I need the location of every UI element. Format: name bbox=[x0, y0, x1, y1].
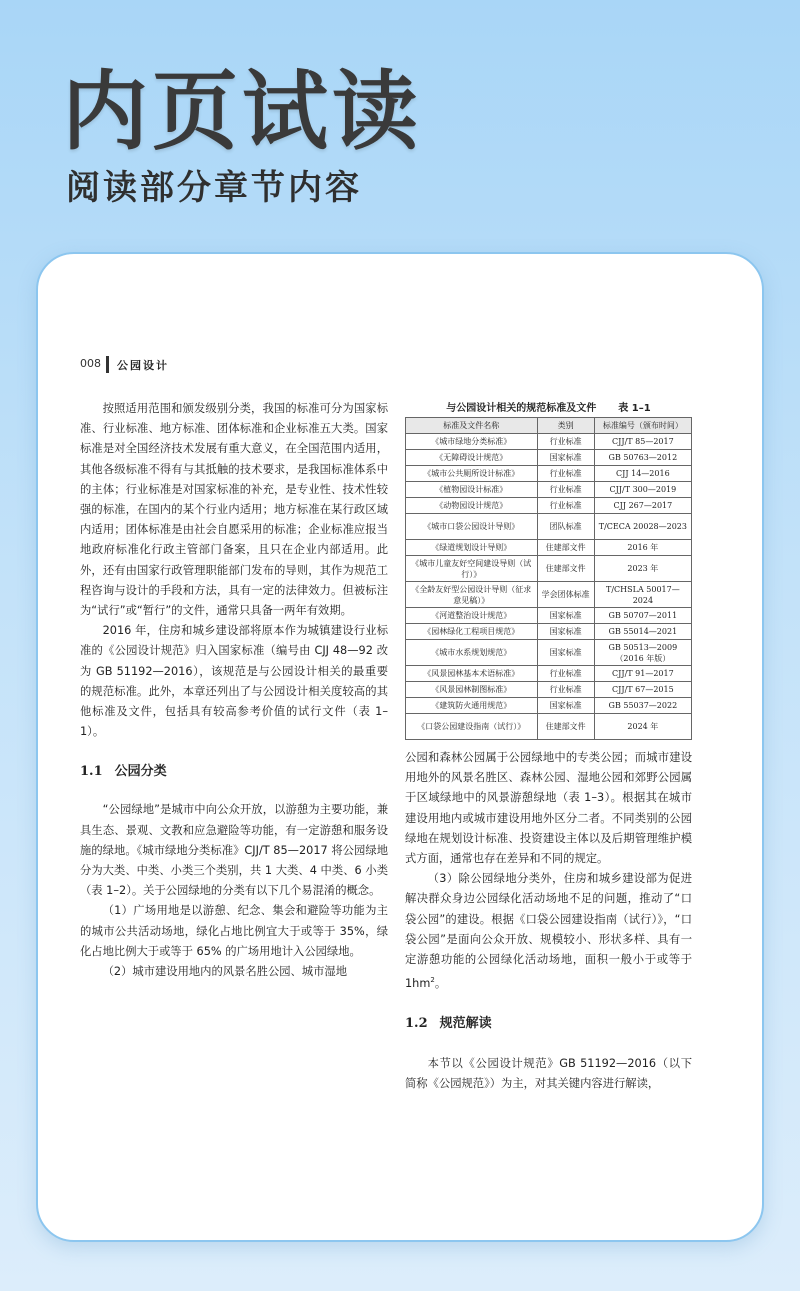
paragraph: “公园绿地”是城市中向公众开放，以游憩为主要功能，兼具生态、景观、文教和应急避险等功能，有一定游憩和服务设施的绿地。《城市绿地分类标准》CJJ/T 85—2017 将公园绿地分为大类、中类、小类三个类别，共 1 大类、4 中类、6 小类（表 1–2）。关于公园绿地的分类有以下几个易混淆的概念。 bbox=[80, 803, 388, 898]
right-column bbox=[405, 748, 692, 1095]
superscript: 2 bbox=[430, 976, 435, 985]
table-cell: 《河道整治设计规范》 bbox=[406, 608, 538, 624]
table-cell: 国家标准 bbox=[537, 608, 594, 624]
table-cell: 住建部文件 bbox=[537, 714, 594, 740]
section-number: 1.2 bbox=[405, 1016, 428, 1032]
paragraph bbox=[405, 869, 692, 994]
table-cell: T/CECA 20028—2023 bbox=[594, 514, 691, 540]
table-cell: 《城市公共厕所设计标准》 bbox=[406, 466, 538, 482]
section-heading-1-1 bbox=[80, 762, 388, 782]
table-row bbox=[406, 698, 692, 714]
table-cell: 国家标准 bbox=[537, 698, 594, 714]
table-cell: GB 50707—2011 bbox=[594, 608, 691, 624]
table-cell: 行业标准 bbox=[537, 666, 594, 682]
table-row bbox=[406, 582, 692, 608]
table-cell: 《园林绿化工程项目规范》 bbox=[406, 624, 538, 640]
table-cell: CJJ/T 300—2019 bbox=[594, 482, 691, 498]
table-row bbox=[406, 714, 692, 740]
paragraph: 公园和森林公园属于公园绿地中的专类公园；而城市建设用地外的风景名胜区、森林公园、湿地公园和郊野公园属于区域绿地中的风景游憩绿地（表 1–3）。根据其在城市建设用地内或城市建设用地外区分二者。不同类别的公园绿地在规划设计标准、投资建设主体以及后期管理维护模式方面，通常也存在差异和不同的规定。 bbox=[405, 751, 692, 866]
table-header-row bbox=[406, 418, 692, 434]
table-caption-text: 与公园设计相关的规范标准及文件 bbox=[446, 403, 597, 414]
table-cell: 《城市绿地分类标准》 bbox=[406, 434, 538, 450]
table-cell: CJJ 14—2016 bbox=[594, 466, 691, 482]
table-cell: 《城市水系规划规范》 bbox=[406, 640, 538, 666]
paragraph: 本节以《公园设计规范》GB 51192—2016（以下简称《公园规范》）为主，对其关键内容进行解读， bbox=[405, 1057, 692, 1091]
table-row bbox=[406, 666, 692, 682]
table-row bbox=[406, 466, 692, 482]
table-cell: 2023 年 bbox=[594, 556, 691, 582]
table-row bbox=[406, 682, 692, 698]
table-cell: 2016 年 bbox=[594, 540, 691, 556]
banner-subtitle: 阅读部分章节内容 bbox=[66, 168, 362, 208]
table-cell: 住建部文件 bbox=[537, 540, 594, 556]
table-row bbox=[406, 624, 692, 640]
paragraph: 2016 年，住房和城乡建设部将原本作为城镇建设行业标准的《公园设计规范》归入国家标准（编号由 CJJ 48—92 改为 GB 51192—2016），该规范是与公园设计相关的最重要的规范标准。此外，本章还列出了与公园设计相关度较高的其他标准及文件，包括具有较高参考价值的试行文件（表 1–1）。 bbox=[80, 624, 388, 739]
left-column bbox=[80, 399, 388, 982]
book-page bbox=[80, 355, 692, 1145]
table-cell: 行业标准 bbox=[537, 434, 594, 450]
column-header: 类别 bbox=[537, 418, 594, 434]
table-cell: 《建筑防火通用规范》 bbox=[406, 698, 538, 714]
table-cell: 国家标准 bbox=[537, 450, 594, 466]
table-cell: GB 50763—2012 bbox=[594, 450, 691, 466]
standards-table bbox=[405, 417, 692, 740]
table-cell: 《城市口袋公园设计导则》 bbox=[406, 514, 538, 540]
table-row bbox=[406, 434, 692, 450]
table-cell: CJJ 267—2017 bbox=[594, 498, 691, 514]
table-cell: T/CHSLA 50017—2024 bbox=[594, 582, 691, 608]
table-cell: 学会团体标准 bbox=[537, 582, 594, 608]
table-row bbox=[406, 482, 692, 498]
table-cell: CJJ/T 91—2017 bbox=[594, 666, 691, 682]
table-cell: 《植物园设计标准》 bbox=[406, 482, 538, 498]
table-row bbox=[406, 608, 692, 624]
table-cell: 行业标准 bbox=[537, 498, 594, 514]
paragraph: 按照适用范围和颁发级别分类，我国的标准可分为国家标准、行业标准、地方标准、团体标准和企业标准五大类。国家标准是对全国经济技术发展有重大意义，在全国范围内适用，其他各级标准不得有与其抵触的技术要求，是我国标准体系中的主体；行业标准是对国家标准的补充，是专业性、技术性较强的标准，在国内的某个行业内适用；地方标准在某行政区域内适用；团体标准是由社会自愿采用的标准；企业标准应报当地政府标准化行政主管部门备案，且只在企业内部适用。此外，还有由国家行政管理职能部门发布的导则，其作为规范工程咨询与设计的手段和方法，具有一定的法律效力。但被标注为“试行”或“暂行”的文件，通常只具备一两年有效期。 bbox=[80, 402, 388, 618]
section-number: 1.1 bbox=[80, 764, 103, 780]
header-divider bbox=[106, 356, 109, 373]
table-cell: 《绿道规划设计导则》 bbox=[406, 540, 538, 556]
table-cell: 行业标准 bbox=[537, 466, 594, 482]
table-row bbox=[406, 450, 692, 466]
section-title: 规范解读 bbox=[439, 1016, 492, 1032]
paragraph-end: 。 bbox=[434, 977, 447, 990]
table-body bbox=[406, 434, 692, 740]
table-number: 表 1–1 bbox=[618, 403, 651, 414]
table-cell: 《全龄友好型公园设计导则（征求意见稿）》 bbox=[406, 582, 538, 608]
table-cell: 《无障碍设计规范》 bbox=[406, 450, 538, 466]
banner-title: 内页试读 bbox=[62, 62, 422, 162]
table-cell: 《动物园设计规范》 bbox=[406, 498, 538, 514]
paragraph: （1）广场用地是以游憩、纪念、集会和避险等功能为主的城市公共活动场地，绿化占地比例宜大于或等于 35%，绿化占地比例大于或等于 65% 的广场用地计入公园绿地。 bbox=[80, 904, 388, 958]
table-cell: GB 55014—2021 bbox=[594, 624, 691, 640]
table-cell: 《城市儿童友好空间建设导则（试行）》 bbox=[406, 556, 538, 582]
table-cell: 《风景园林基本术语标准》 bbox=[406, 666, 538, 682]
table-cell: CJJ/T 67—2015 bbox=[594, 682, 691, 698]
paragraph: （2）城市建设用地内的风景名胜公园、城市湿地 bbox=[102, 965, 348, 979]
table-cell: 《风景园林制图标准》 bbox=[406, 682, 538, 698]
column-header: 标准及文件名称 bbox=[406, 418, 538, 434]
table-cell: 国家标准 bbox=[537, 640, 594, 666]
table-cell: 行业标准 bbox=[537, 682, 594, 698]
table-cell: 2024 年 bbox=[594, 714, 691, 740]
table-cell: 团队标准 bbox=[537, 514, 594, 540]
table-row bbox=[406, 514, 692, 540]
table-caption bbox=[405, 399, 692, 414]
table-cell: 国家标准 bbox=[537, 624, 594, 640]
table-row bbox=[406, 498, 692, 514]
table-cell: 行业标准 bbox=[537, 482, 594, 498]
table-cell: 《口袋公园建设指南（试行）》 bbox=[406, 714, 538, 740]
section-heading-1-2 bbox=[405, 1014, 692, 1034]
section-title: 公园分类 bbox=[114, 764, 167, 780]
running-title: 公园设计 bbox=[117, 359, 169, 372]
column-header: 标准编号（颁布时间） bbox=[594, 418, 691, 434]
page-number: 008 bbox=[80, 357, 101, 370]
table-row bbox=[406, 640, 692, 666]
paragraph-text: （3）除公园绿地分类外，住房和城乡建设部为促进解决群众身边公园绿化活动场地不足的问题，推动了“口袋公园”的建设。根据《口袋公园建设指南（试行）》，“口袋公园”是面向公众开放、规模较小、形状多样、具有一定游憩功能的公园绿化活动场地，面积一般小于或等于 1hm bbox=[405, 872, 692, 990]
table-row bbox=[406, 556, 692, 582]
table-cell: GB 50513—2009（2016 年版） bbox=[594, 640, 691, 666]
page-header bbox=[80, 355, 692, 377]
table-cell: CJJ/T 85—2017 bbox=[594, 434, 691, 450]
table-row bbox=[406, 540, 692, 556]
table-cell: GB 55037—2022 bbox=[594, 698, 691, 714]
table-cell: 住建部文件 bbox=[537, 556, 594, 582]
